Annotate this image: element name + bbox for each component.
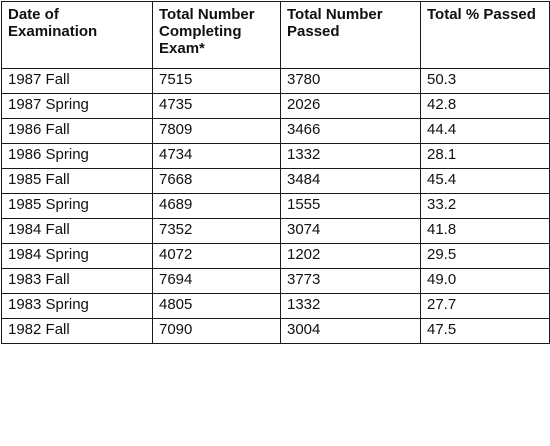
table-row bbox=[2, 169, 550, 194]
table-row bbox=[2, 319, 550, 344]
table-row bbox=[2, 194, 550, 219]
cell-percent: 29.5 bbox=[421, 244, 550, 269]
cell-passed: 3484 bbox=[281, 169, 421, 194]
cell-completing: 4805 bbox=[153, 294, 281, 319]
cell-date: 1983 Fall bbox=[2, 269, 153, 294]
cell-date: 1987 Fall bbox=[2, 69, 153, 94]
cell-completing: 4072 bbox=[153, 244, 281, 269]
header-percent-passed: Total % Passed bbox=[421, 2, 550, 69]
cell-completing: 4735 bbox=[153, 94, 281, 119]
cell-passed: 3773 bbox=[281, 269, 421, 294]
cell-percent: 50.3 bbox=[421, 69, 550, 94]
header-date-of-examination: Date of Examination bbox=[2, 2, 153, 69]
cell-completing: 7809 bbox=[153, 119, 281, 144]
cell-date: 1985 Spring bbox=[2, 194, 153, 219]
table-row bbox=[2, 69, 550, 94]
cell-passed: 3004 bbox=[281, 319, 421, 344]
cell-percent: 49.0 bbox=[421, 269, 550, 294]
cell-date: 1984 Fall bbox=[2, 219, 153, 244]
cell-completing: 7515 bbox=[153, 69, 281, 94]
cell-completing: 7694 bbox=[153, 269, 281, 294]
cell-percent: 41.8 bbox=[421, 219, 550, 244]
cell-completing: 4689 bbox=[153, 194, 281, 219]
header-total-completing: Total Number Completing Exam* bbox=[153, 2, 281, 69]
cell-completing: 4734 bbox=[153, 144, 281, 169]
cell-percent: 28.1 bbox=[421, 144, 550, 169]
table-row bbox=[2, 144, 550, 169]
table-row bbox=[2, 94, 550, 119]
table-row bbox=[2, 119, 550, 144]
cell-date: 1985 Fall bbox=[2, 169, 153, 194]
cell-date: 1982 Fall bbox=[2, 319, 153, 344]
cell-passed: 3466 bbox=[281, 119, 421, 144]
cell-passed: 1332 bbox=[281, 294, 421, 319]
cell-date: 1986 Spring bbox=[2, 144, 153, 169]
cell-date: 1987 Spring bbox=[2, 94, 153, 119]
cell-date: 1983 Spring bbox=[2, 294, 153, 319]
exam-results-table bbox=[1, 1, 550, 344]
cell-passed: 1332 bbox=[281, 144, 421, 169]
cell-passed: 1555 bbox=[281, 194, 421, 219]
cell-percent: 44.4 bbox=[421, 119, 550, 144]
cell-percent: 47.5 bbox=[421, 319, 550, 344]
header-total-passed: Total Number Passed bbox=[281, 2, 421, 69]
cell-date: 1984 Spring bbox=[2, 244, 153, 269]
cell-passed: 3780 bbox=[281, 69, 421, 94]
cell-completing: 7668 bbox=[153, 169, 281, 194]
cell-percent: 27.7 bbox=[421, 294, 550, 319]
cell-completing: 7352 bbox=[153, 219, 281, 244]
cell-passed: 1202 bbox=[281, 244, 421, 269]
cell-passed: 2026 bbox=[281, 94, 421, 119]
cell-date: 1986 Fall bbox=[2, 119, 153, 144]
table-row bbox=[2, 244, 550, 269]
cell-percent: 42.8 bbox=[421, 94, 550, 119]
header-row bbox=[2, 2, 550, 69]
cell-completing: 7090 bbox=[153, 319, 281, 344]
cell-passed: 3074 bbox=[281, 219, 421, 244]
cell-percent: 45.4 bbox=[421, 169, 550, 194]
table-row bbox=[2, 269, 550, 294]
table-row bbox=[2, 219, 550, 244]
cell-percent: 33.2 bbox=[421, 194, 550, 219]
table-row bbox=[2, 294, 550, 319]
